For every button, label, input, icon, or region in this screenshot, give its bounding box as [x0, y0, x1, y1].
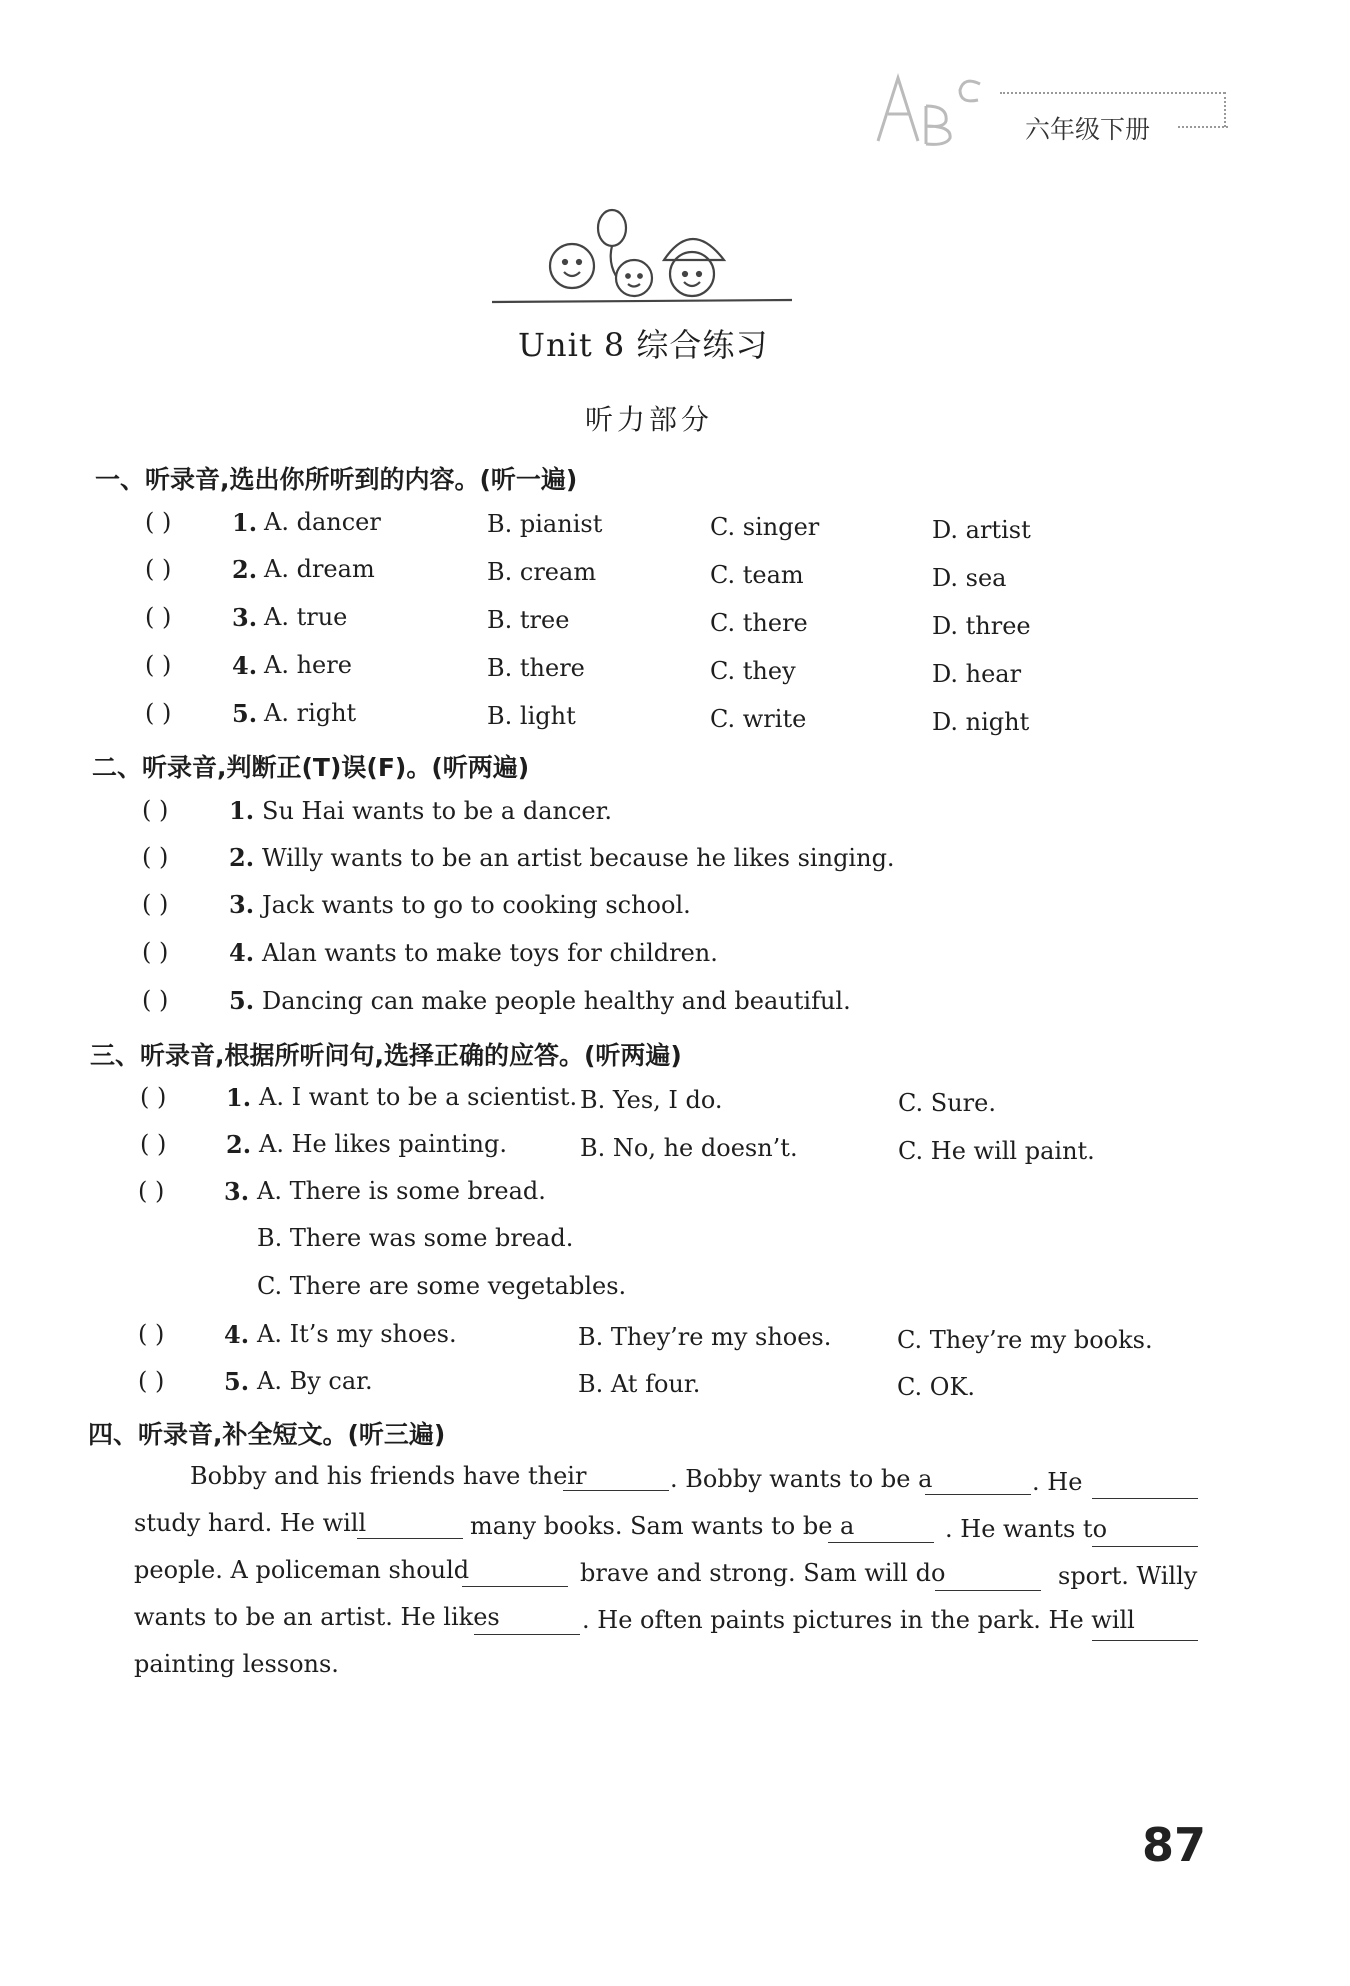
passage-text: study hard. He will [134, 1509, 367, 1537]
option-a: A. There is some bread. [257, 1177, 546, 1205]
option-c: C. singer [710, 513, 820, 541]
answer-bracket[interactable]: ( ) [145, 651, 172, 679]
item-number: 5. [229, 986, 255, 1015]
passage-text: many books. Sam wants to be a [470, 1512, 855, 1540]
option-b: B. No, he doesn’t. [580, 1134, 798, 1162]
statement-text: Dancing can make people healthy and beautiful. [262, 987, 851, 1015]
answer-bracket[interactable]: ( ) [142, 843, 169, 871]
item-number: 4. [224, 1320, 250, 1349]
item-number: 2. [232, 555, 258, 584]
statement-text: Jack wants to go to cooking school. [262, 891, 691, 919]
option-c: C. They’re my books. [897, 1326, 1153, 1354]
section-1-heading: 一、听录音,选出你所听到的内容。(听一遍) [95, 465, 578, 494]
option-b: B. At four. [578, 1370, 701, 1398]
blank-9[interactable] [474, 1614, 580, 1635]
answer-bracket[interactable]: ( ) [145, 555, 172, 583]
blank-10[interactable] [1092, 1620, 1198, 1641]
option-c: C. There are some vegetables. [257, 1272, 627, 1300]
option-c: C. OK. [897, 1373, 975, 1401]
passage-text: brave and strong. Sam will do [580, 1559, 946, 1587]
passage-text: . Bobby wants to be a [670, 1465, 933, 1493]
item-number: 1. [232, 508, 258, 537]
blank-4[interactable] [357, 1518, 463, 1539]
option-b: B. Yes, I do. [580, 1086, 723, 1114]
passage-text: painting lessons. [134, 1650, 339, 1678]
answer-bracket[interactable]: ( ) [142, 938, 169, 966]
option-d: D. artist [932, 516, 1031, 544]
header-rule-end [1178, 126, 1228, 128]
option-b: B. tree [487, 606, 570, 634]
blank-8[interactable] [935, 1570, 1041, 1591]
section-3-heading: 三、听录音,根据所听问句,选择正确的应答。(听两遍) [90, 1041, 682, 1070]
option-a: A. I want to be a scientist. [259, 1083, 578, 1111]
blank-2[interactable] [925, 1474, 1031, 1495]
passage-text: . He often paints pictures in the park. He will [582, 1606, 1135, 1634]
answer-bracket[interactable]: ( ) [138, 1367, 165, 1395]
blank-6[interactable] [1092, 1526, 1198, 1547]
statement-text: Alan wants to make toys for children. [262, 939, 718, 967]
page-number: 87 [1142, 1818, 1207, 1872]
passage-text: wants to be an artist. He likes [134, 1603, 500, 1631]
option-a: A. It’s my shoes. [257, 1320, 457, 1348]
answer-bracket[interactable]: ( ) [142, 986, 169, 1014]
option-a: A. dream [264, 555, 375, 583]
blank-3[interactable] [1092, 1478, 1198, 1499]
passage-text: people. A policeman should [134, 1556, 470, 1584]
option-c: C. there [710, 609, 808, 637]
option-b: B. there [487, 654, 585, 682]
children-illustration-icon [492, 200, 792, 310]
option-b: B. light [487, 702, 576, 730]
option-c: C. Sure. [898, 1089, 996, 1117]
option-d: D. hear [932, 660, 1022, 688]
option-d: D. night [932, 708, 1030, 736]
option-b: B. There was some bread. [257, 1224, 574, 1252]
option-a: A. He likes painting. [259, 1130, 507, 1158]
answer-bracket[interactable]: ( ) [142, 796, 169, 824]
abc-logo-icon [868, 66, 998, 156]
option-b: B. They’re my shoes. [578, 1323, 832, 1351]
grade-label: 六年级下册 [1025, 115, 1151, 144]
header-rule [1000, 92, 1225, 94]
item-number: 1. [229, 796, 255, 825]
option-c: C. they [710, 657, 796, 685]
item-number: 2. [226, 1130, 252, 1159]
item-number: 4. [229, 938, 255, 967]
item-number: 4. [232, 651, 258, 680]
option-d: D. sea [932, 564, 1007, 592]
option-a: A. true [264, 603, 348, 631]
header-rule-vertical [1224, 92, 1226, 127]
option-b: B. pianist [487, 510, 603, 538]
answer-bracket[interactable]: ( ) [138, 1320, 165, 1348]
item-number: 5. [232, 699, 258, 728]
section-subtitle: 听力部分 [585, 403, 714, 436]
item-number: 3. [229, 890, 255, 919]
passage-text: . He [1032, 1468, 1083, 1496]
answer-bracket[interactable]: ( ) [145, 508, 172, 536]
passage-text: Bobby and his friends have their [190, 1462, 587, 1490]
blank-7[interactable] [462, 1566, 568, 1587]
answer-bracket[interactable]: ( ) [140, 1130, 167, 1158]
item-number: 1. [226, 1083, 252, 1112]
option-c: C. team [710, 561, 804, 589]
option-d: D. three [932, 612, 1031, 640]
answer-bracket[interactable]: ( ) [140, 1083, 167, 1111]
page-title: Unit 8 综合练习 [518, 326, 769, 364]
option-c: C. He will paint. [898, 1137, 1095, 1165]
answer-bracket[interactable]: ( ) [142, 890, 169, 918]
blank-1[interactable] [563, 1470, 669, 1491]
statement-text: Willy wants to be an artist because he likes singing. [262, 844, 895, 872]
answer-bracket[interactable]: ( ) [138, 1177, 165, 1205]
item-number: 5. [224, 1367, 250, 1396]
answer-bracket[interactable]: ( ) [145, 699, 172, 727]
section-4-heading: 四、听录音,补全短文。(听三遍) [88, 1420, 446, 1449]
option-a: A. right [264, 699, 357, 727]
option-a: A. dancer [264, 508, 381, 536]
statement-text: Su Hai wants to be a dancer. [262, 797, 613, 825]
item-number: 3. [232, 603, 258, 632]
option-b: B. cream [487, 558, 597, 586]
option-a: A. here [264, 651, 352, 679]
passage-text: . He wants to [945, 1515, 1108, 1543]
passage-text: sport. Willy [1058, 1562, 1198, 1590]
option-c: C. write [710, 705, 807, 733]
answer-bracket[interactable]: ( ) [145, 603, 172, 631]
section-2-heading: 二、听录音,判断正(T)误(F)。(听两遍) [92, 753, 530, 782]
item-number: 3. [224, 1177, 250, 1206]
blank-5[interactable] [828, 1522, 934, 1543]
item-number: 2. [229, 843, 255, 872]
option-a: A. By car. [257, 1367, 373, 1395]
